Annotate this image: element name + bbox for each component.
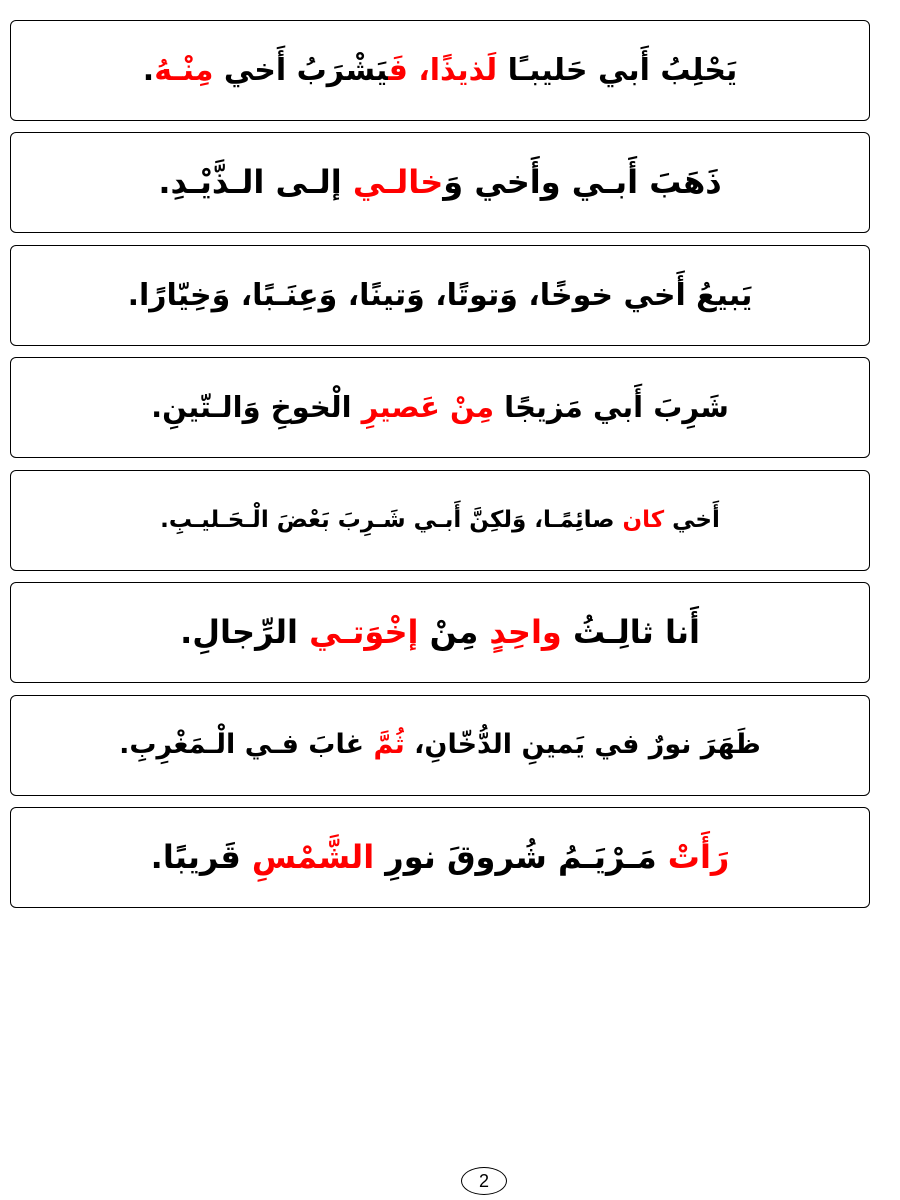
sentence-box-3: [10, 245, 870, 346]
sentence-segment: مِنْ: [418, 613, 490, 652]
page-number: 2: [461, 1167, 507, 1195]
sentence-box-2: [10, 132, 870, 233]
sentence-segment: مَـرْيَـمُ شُروقَ نورِ: [374, 838, 668, 877]
sentence-segment: الْخوخِ وَالـتّينِ.: [151, 390, 362, 425]
highlighted-word: الشَّمْسِ: [251, 838, 375, 877]
sentence-segment: قَريبًا.: [150, 838, 252, 877]
sentence-box-7: [10, 695, 870, 796]
sentence-box-4: [10, 357, 870, 458]
sentence-text-3: [128, 278, 753, 314]
sentence-segment: إلـى الـذَّيْـدِ.: [158, 163, 353, 202]
sentence-text-5: [160, 507, 720, 535]
sentence-box-6: [10, 582, 870, 683]
sentence-text-6: [180, 613, 700, 651]
highlighted-word: خالـي: [352, 163, 444, 202]
sentence-box-5: [10, 470, 870, 571]
sentence-segment: شَرِبَ أَبي مَزيجًا: [494, 390, 729, 425]
sentence-segment: يَحْلِبُ أَبي حَليبـًا: [497, 52, 738, 88]
highlighted-word: مِنْـهُ: [154, 52, 214, 88]
sentence-box-8: [10, 807, 870, 908]
highlighted-word: رَأَتْ: [667, 838, 730, 877]
highlighted-word: مِنْ عَصيرِ: [361, 390, 495, 425]
highlighted-word: لَذيذًا،: [418, 52, 498, 88]
highlighted-word: واحِدٍ: [489, 613, 562, 652]
highlighted-word: فَ: [388, 52, 408, 88]
sentence-segment: غابَ فـي الْـمَغْرِبِ.: [119, 729, 374, 761]
sentence-segment: [408, 53, 418, 88]
sentence-segment: أَخي: [664, 506, 720, 533]
sentence-segment: ظَهَرَ نورٌ في يَمينِ الدُّخّانِ،: [404, 729, 761, 761]
sentence-text-7: [119, 729, 761, 761]
sentence-segment: يَشْرَبُ أَخي: [213, 52, 389, 88]
sentence-segment: صائِمًـا، وَلكِنَّ أَبـي شَـرِبَ بَعْضَ الْـحَـليـبِ.: [160, 506, 623, 533]
sentence-text-1: [143, 53, 737, 89]
sentence-segment: .: [142, 52, 155, 88]
sentence-box-1: [10, 20, 870, 121]
sentence-text-8: [151, 838, 730, 876]
sentence-text-2: [158, 163, 721, 201]
highlighted-word: ثُمَّ: [373, 729, 405, 761]
sentence-segment: أَنا ثالِـثُ: [561, 613, 700, 652]
highlighted-word: إخْوَتـي: [309, 613, 419, 652]
sentence-text-4: [151, 390, 729, 425]
sentence-segment: يَبيعُ أَخي خوخًا، وَتوتًا، وَتينًا، وَعِنَـبًا، وَخِيّارًا.: [127, 277, 753, 313]
sentence-segment: الرِّجالِ.: [180, 613, 310, 652]
highlighted-word: كان: [622, 506, 665, 533]
sentence-segment: ذَهَبَ أَبـي وأَخي وَ: [443, 163, 722, 202]
